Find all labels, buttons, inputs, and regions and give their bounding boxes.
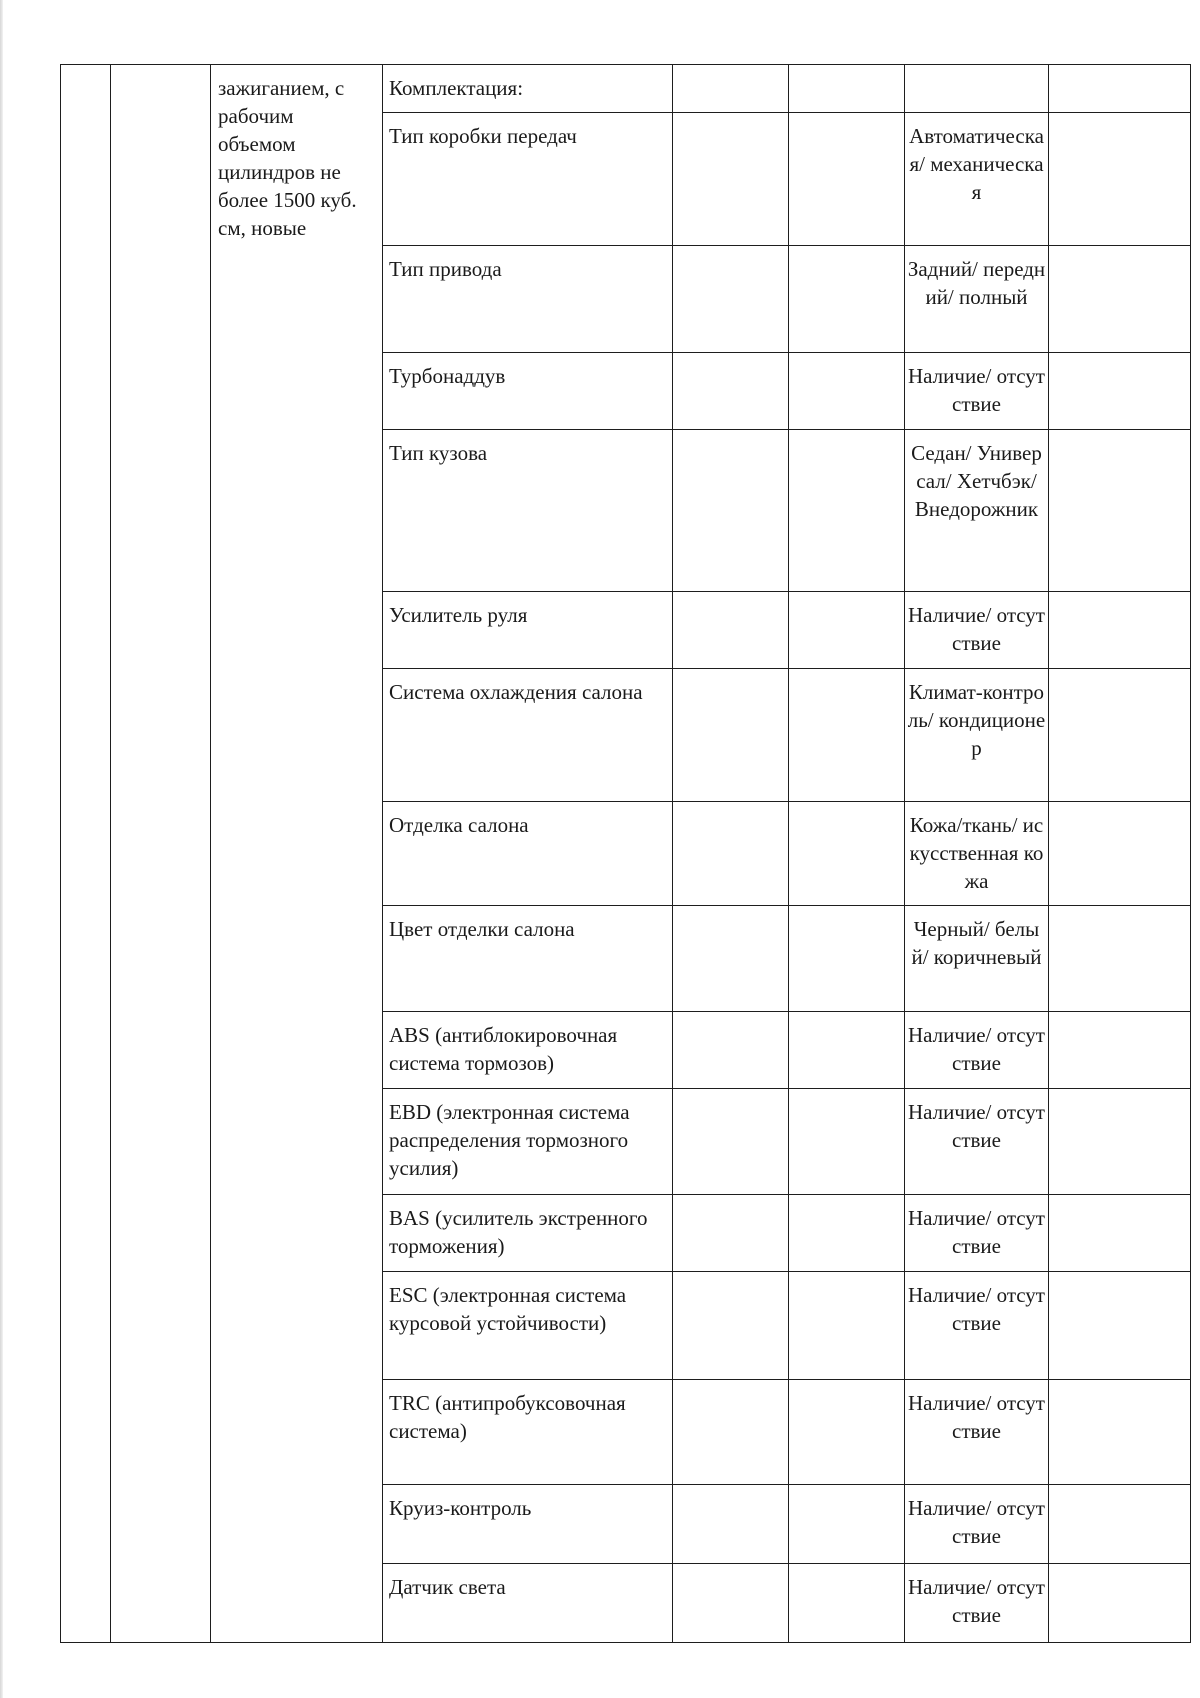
empty-cell <box>1049 802 1191 906</box>
row-value <box>905 1485 1049 1564</box>
row-value-text: Наличие/ отсутствие <box>908 1575 1045 1627</box>
empty-cell <box>789 906 905 1012</box>
code-cell <box>111 65 211 1643</box>
row-value <box>905 353 1049 430</box>
empty-cell <box>673 592 789 669</box>
row-name: Тип кузова <box>383 430 673 592</box>
empty-cell <box>1049 1380 1191 1485</box>
empty-cell <box>789 669 905 802</box>
row-value-text: Наличие/ отсутствие <box>908 603 1045 655</box>
empty-cell <box>789 353 905 430</box>
row-name: Усилитель руля <box>383 592 673 669</box>
row-name: Круиз-контроль <box>383 1485 673 1564</box>
empty-cell <box>673 669 789 802</box>
row-name: Тип привода <box>383 246 673 353</box>
row-value-text: Климат-контроль/ кондиционер <box>907 680 1046 760</box>
empty-cell <box>905 65 1049 113</box>
row-value <box>905 1195 1049 1272</box>
empty-cell <box>789 246 905 353</box>
empty-cell <box>673 1012 789 1089</box>
row-value-text: Наличие/ отсутствие <box>908 1283 1045 1335</box>
row-value <box>905 802 1049 906</box>
row-value-text: Задний/ передний/ полный <box>907 257 1046 309</box>
row-name: Тип коробки передач <box>383 113 673 246</box>
table-row <box>61 65 1191 113</box>
row-value <box>905 1089 1049 1195</box>
empty-cell <box>789 1012 905 1089</box>
empty-cell <box>789 1485 905 1564</box>
row-value <box>905 906 1049 1012</box>
row-name: EBD (электронная система распределения тормозного усилия) <box>383 1089 673 1195</box>
empty-cell <box>1049 65 1191 113</box>
row-value <box>905 1012 1049 1089</box>
row-value <box>905 113 1049 246</box>
row-value <box>905 1380 1049 1485</box>
row-value-text: Автоматическая/ механическая <box>909 124 1044 204</box>
row-value-text: Наличие/ отсутствие <box>908 1023 1045 1075</box>
empty-cell <box>673 1272 789 1380</box>
scan-edge <box>0 0 3 1698</box>
row-name: ESC (электронная система курсовой устойчивости) <box>383 1272 673 1380</box>
empty-cell <box>789 592 905 669</box>
row-name: Датчик света <box>383 1564 673 1643</box>
section-title: Комплектация: <box>383 65 673 113</box>
row-value <box>905 1272 1049 1380</box>
row-name: ABS (антиблокировочная система тормозов) <box>383 1012 673 1089</box>
empty-cell <box>673 1195 789 1272</box>
empty-cell <box>789 1380 905 1485</box>
row-value <box>905 1564 1049 1643</box>
row-name: TRC (антипробуксовочная система) <box>383 1380 673 1485</box>
empty-cell <box>1049 669 1191 802</box>
spec-table <box>60 64 1191 1643</box>
empty-cell <box>673 1485 789 1564</box>
empty-cell <box>1049 592 1191 669</box>
row-value-text: Наличие/ отсутствие <box>908 1206 1045 1258</box>
empty-cell <box>673 246 789 353</box>
row-name: BAS (усилитель экстренного торможения) <box>383 1195 673 1272</box>
row-value <box>905 669 1049 802</box>
empty-cell <box>789 1089 905 1195</box>
row-value <box>905 246 1049 353</box>
empty-cell <box>673 1380 789 1485</box>
empty-cell <box>673 802 789 906</box>
row-value-text: Наличие/ отсутствие <box>908 364 1045 416</box>
row-value <box>905 430 1049 592</box>
row-value-text: Наличие/ отсутствие <box>908 1391 1045 1443</box>
empty-cell <box>789 430 905 592</box>
empty-cell <box>1049 1195 1191 1272</box>
empty-cell <box>673 65 789 113</box>
row-name: Система охлаждения салона <box>383 669 673 802</box>
row-name: Отделка салона <box>383 802 673 906</box>
product-description: зажиганием, с рабочим объемом цилиндров не более 1500 куб. см, новые <box>211 65 383 1643</box>
row-value-text: Кожа/ткань/ искусственная кожа <box>909 813 1044 893</box>
row-name: Цвет отделки салона <box>383 906 673 1012</box>
row-value-text: Наличие/ отсутствие <box>908 1100 1045 1152</box>
empty-cell <box>1049 113 1191 246</box>
empty-cell <box>673 1089 789 1195</box>
empty-cell <box>673 1564 789 1643</box>
empty-cell <box>1049 1012 1191 1089</box>
empty-cell <box>1049 430 1191 592</box>
empty-cell <box>1049 1089 1191 1195</box>
empty-cell <box>789 1195 905 1272</box>
row-value <box>905 592 1049 669</box>
row-name: Турбонаддув <box>383 353 673 430</box>
empty-cell <box>1049 906 1191 1012</box>
empty-cell <box>673 353 789 430</box>
empty-cell <box>789 65 905 113</box>
number-cell <box>61 65 111 1643</box>
empty-cell <box>1049 1564 1191 1643</box>
empty-cell <box>789 802 905 906</box>
empty-cell <box>1049 246 1191 353</box>
row-value-text: Седан/ Универсал/ Хетчбэк/ Внедорожник <box>911 441 1042 521</box>
empty-cell <box>1049 1485 1191 1564</box>
empty-cell <box>673 430 789 592</box>
empty-cell <box>789 1564 905 1643</box>
row-value-text: Наличие/ отсутствие <box>908 1496 1045 1548</box>
empty-cell <box>673 113 789 246</box>
empty-cell <box>1049 1272 1191 1380</box>
empty-cell <box>1049 353 1191 430</box>
empty-cell <box>673 906 789 1012</box>
row-value-text: Черный/ белый/ коричневый <box>911 917 1042 969</box>
empty-cell <box>789 113 905 246</box>
empty-cell <box>789 1272 905 1380</box>
